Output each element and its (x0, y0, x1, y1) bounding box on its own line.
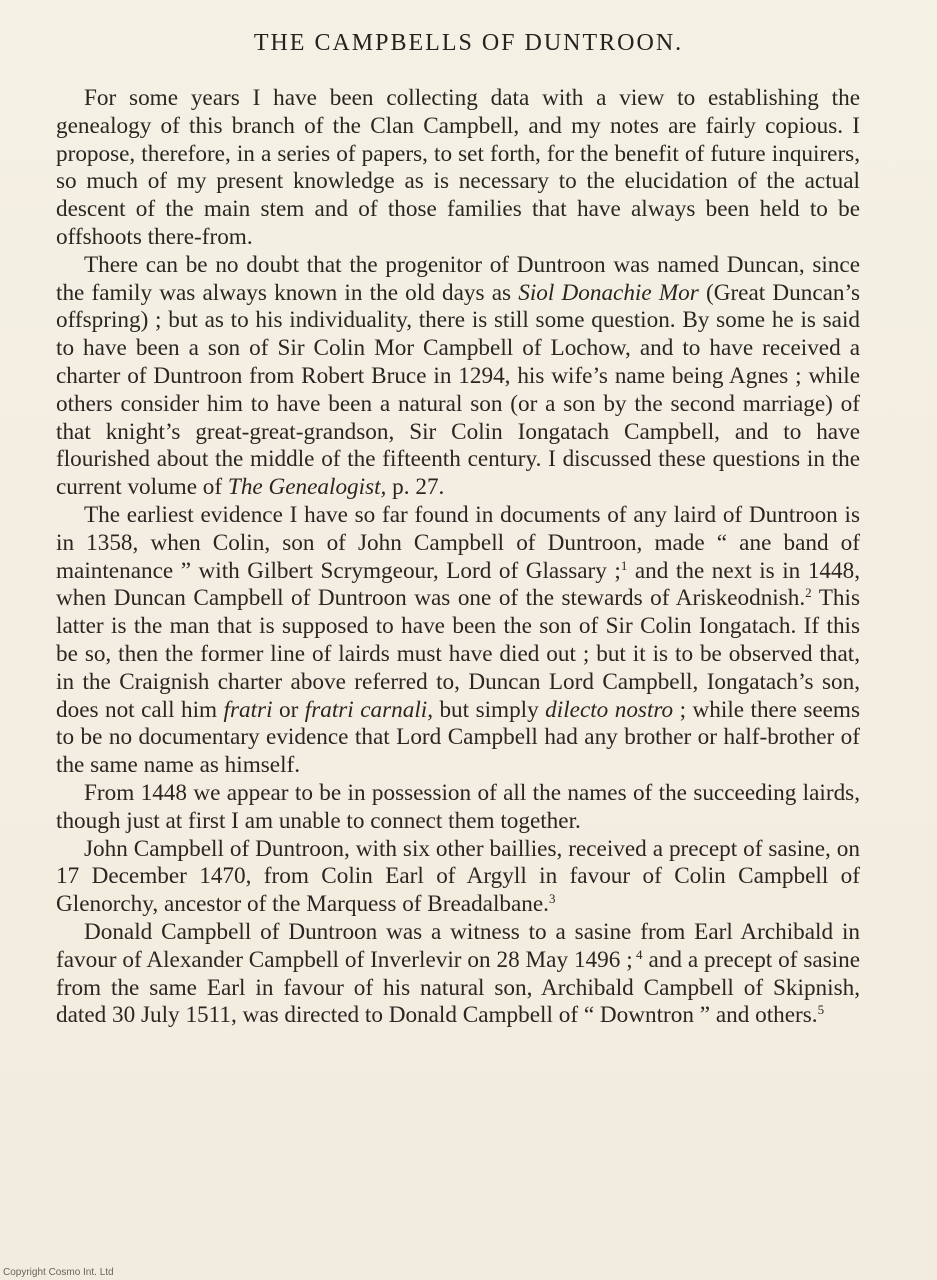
paragraph (56, 836, 860, 919)
paragraph-text: p. 27. (386, 474, 445, 501)
paragraph (56, 780, 860, 836)
paragraph (56, 252, 860, 502)
italic-text: Siol Donachie Mor (518, 279, 699, 306)
footnote-ref: 3 (548, 891, 556, 907)
paragraph-text: (Great Duncan’s offspring) ; but as to his individuality, there is still some question. By some he is said to have been a son of Sir Colin Mor Campbell of Lochow, and to have received a charter of Duntroon from Robert Bruce in 1294, his wife’s name being Agnes ; while others consider him to have been a natural son (or a son by the second marriage) of that knight’s great-great-grandson, Sir Colin Iongatach Campbell, and to have flourished about the middle of the fifteenth century. I discussed these questions in the current volume of (56, 279, 860, 501)
paragraph-text: The earliest evidence I have so far found in documents of any laird of Duntroon is in 1358, when Colin, son of John Campbell of Duntroon, made “ ane band of maintenance ” with Gilbert Scrymgeour, Lord of Glassary ; (56, 501, 860, 584)
copyright-notice: Copyright Cosmo Int. Ltd (3, 1267, 114, 1278)
paragraph (56, 919, 860, 1030)
paragraph-text: ; while there seems to be no documentary evidence that Lord Campbell had any brother or half-brother of the same name as himself. (56, 696, 860, 779)
paragraph-text: From 1448 we appear to be in possession of all the names of the succeeding lairds, though just at first I am unable to connect them together. (56, 779, 860, 834)
italic-text: fratri carnali, (304, 696, 433, 723)
paragraph-text: There can be no doubt that the progenitor of Duntroon was named Duncan, since the family was always known in the old days as (56, 251, 860, 306)
paragraph-text: This latter is the man that is supposed to have been the son of Sir Colin Iongatach. If this be so, then the former line of lairds must have died out ; but it is to be observed that, in the Craignish charter above referred to, Duncan Lord Campbell, Iongatach’s son, does not call him (56, 585, 860, 723)
paragraph (56, 85, 860, 252)
paragraph-text: For some years I have been collecting data with a view to establishing the genealogy of this branch of the Clan Campbell, and my notes are fairly copious. I propose, therefore, in a series of papers, to set forth, for the benefit of future inquirers, so much of my present knowledge as is necessary to the elucidation of the actual descent of the main stem and of those families that have always been held to be offshoots there-from. (56, 85, 860, 250)
paragraph-text: and the next is in 1448, when Duncan Campbell of Duntroon was one of the stewards of Ariskeodnish. (56, 557, 860, 612)
article-body (56, 85, 860, 1030)
italic-text: The Genealogist, (227, 474, 387, 501)
footnote-ref: 4 (632, 946, 643, 962)
paragraph-text: John Campbell of Duntroon, with six other baillies, received a precept of sasine, on 17 December 1470, from Colin Earl of Argyll in favour of Colin Campbell of Glenorchy, ancestor of the Marquess of Breadalbane. (56, 835, 860, 918)
paragraph-text: and a precept of sasine from the same Earl in favour of his natural son, Archibald Campbell of Skipnish, dated 30 July 1511, was directed to Donald Campbell of “ Downtron ” and others. (56, 946, 861, 1029)
page-title: THE CAMPBELLS OF DUNTROON. (253, 30, 684, 56)
italic-text: fratri (223, 696, 273, 723)
paragraph-text: Donald Campbell of Duntroon was a witness to a sasine from Earl Archibald in favour of Alexander Campbell of Inverlevir on 28 May 1496 ; (56, 918, 860, 973)
paragraph-text: or (272, 696, 305, 723)
italic-text: dilecto nostro (545, 696, 674, 723)
footnote-ref: 5 (817, 1002, 825, 1018)
paragraph-text: but simply (433, 696, 546, 723)
paragraph (56, 502, 860, 780)
footnote-ref: 2 (805, 585, 812, 601)
footnote-ref: 1 (620, 557, 628, 573)
